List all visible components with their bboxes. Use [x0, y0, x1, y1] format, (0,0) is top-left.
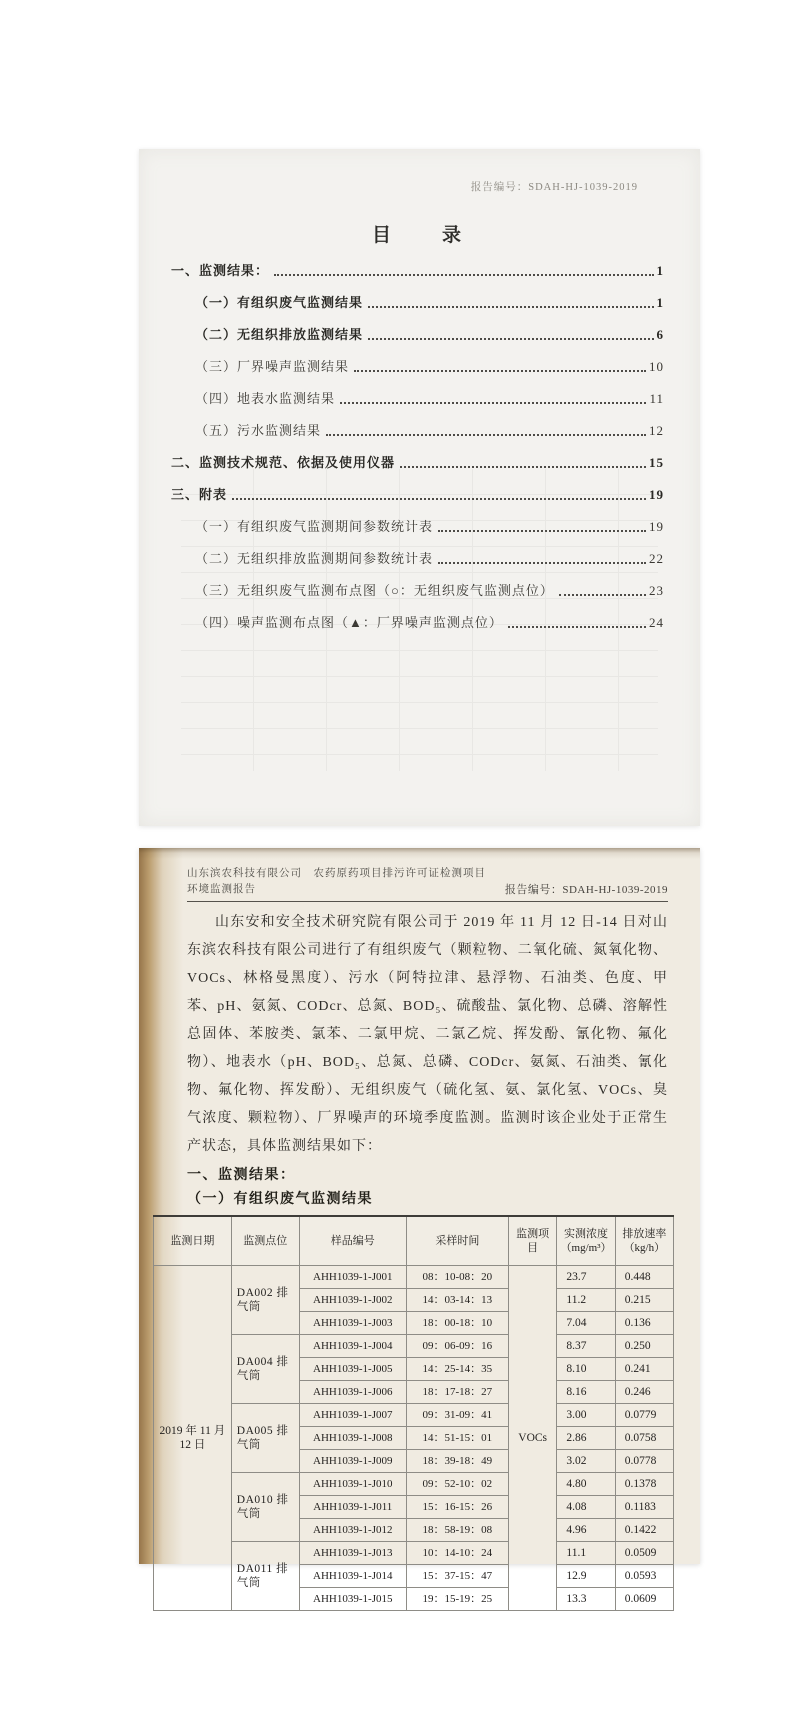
toc-item-label: （四）地表水监测结果	[195, 391, 336, 406]
toc-page-number: 1	[656, 263, 664, 278]
toc-dot-leader	[438, 562, 646, 564]
sample-id-cell: AHH1039-1-J004	[299, 1335, 406, 1358]
location-cell: DA002 排气筒	[231, 1266, 299, 1335]
toc-page-number: 11	[649, 391, 664, 406]
toc-page-number: 22	[649, 551, 664, 566]
toc-page-number: 6	[656, 327, 664, 342]
toc-page-number: 24	[649, 615, 664, 630]
concentration-cell: 8.10	[557, 1358, 615, 1381]
concentration-cell: 4.08	[557, 1496, 615, 1519]
rate-cell: 0.448	[615, 1266, 673, 1289]
concentration-cell: 2.86	[557, 1427, 615, 1450]
toc-item	[169, 388, 664, 407]
rate-cell: 0.250	[615, 1335, 673, 1358]
sample-id-cell: AHH1039-1-J011	[299, 1496, 406, 1519]
sampling-time-cell: 18：00-18：10	[406, 1312, 508, 1335]
report-number: 报告编号：SDAH-HJ-1039-2019	[470, 182, 638, 193]
toc-item	[169, 260, 664, 279]
column-header: 样品编号	[299, 1216, 406, 1266]
rate-cell: 0.1422	[615, 1519, 673, 1542]
sampling-time-cell: 18：39-18：49	[406, 1450, 508, 1473]
toc-item	[169, 324, 664, 343]
column-header: 监测项目	[508, 1216, 557, 1266]
sampling-time-cell: 14：03-14：13	[406, 1289, 508, 1312]
toc-page-number: 10	[649, 359, 664, 374]
toc-item-label: （五）污水监测结果	[195, 423, 322, 438]
monitoring-results-table	[153, 1215, 674, 1611]
project-cell: VOCs	[508, 1266, 557, 1611]
report-scan-page	[139, 848, 700, 1605]
toc-item-label: （一）有组织废气监测期间参数统计表	[195, 519, 434, 534]
rate-cell: 0.0758	[615, 1427, 673, 1450]
sample-id-cell: AHH1039-1-J002	[299, 1289, 406, 1312]
toc-dot-leader	[232, 498, 646, 500]
concentration-cell: 23.7	[557, 1266, 615, 1289]
concentration-cell: 4.80	[557, 1473, 615, 1496]
location-cell: DA011 排气筒	[231, 1542, 299, 1611]
sample-id-cell: AHH1039-1-J001	[299, 1266, 406, 1289]
rate-cell: 0.241	[615, 1358, 673, 1381]
report-number: 报告编号：SDAH-HJ-1039-2019	[504, 884, 668, 896]
toc-item	[169, 420, 664, 439]
toc-item-label: 二、监测技术规范、依据及使用仪器	[171, 455, 396, 470]
toc-list	[169, 260, 664, 631]
rate-cell: 0.0778	[615, 1450, 673, 1473]
toc-page-number: 12	[649, 423, 664, 438]
sampling-time-cell: 18：58-19：08	[406, 1519, 508, 1542]
sampling-time-cell: 09：52-10：02	[406, 1473, 508, 1496]
concentration-cell: 12.9	[557, 1565, 615, 1588]
toc-dot-leader	[326, 434, 646, 436]
location-cell: DA010 排气筒	[231, 1473, 299, 1542]
toc-item	[169, 484, 664, 503]
toc-page-number: 19	[649, 487, 664, 502]
table-row	[154, 1473, 674, 1496]
rate-cell: 0.0609	[615, 1588, 673, 1611]
column-header: 排放速率（kg/h）	[615, 1216, 673, 1266]
toc-item	[169, 292, 664, 311]
concentration-cell: 8.37	[557, 1335, 615, 1358]
toc-dot-leader	[368, 338, 653, 340]
sampling-time-cell: 09：31-09：41	[406, 1404, 508, 1427]
concentration-cell: 3.02	[557, 1450, 615, 1473]
column-header: 采样时间	[406, 1216, 508, 1266]
header-left-block	[187, 866, 486, 898]
sample-id-cell: AHH1039-1-J008	[299, 1427, 406, 1450]
toc-page-number: 15	[649, 455, 664, 470]
toc-page-number: 23	[649, 583, 664, 598]
sample-id-cell: AHH1039-1-J006	[299, 1381, 406, 1404]
sample-id-cell: AHH1039-1-J013	[299, 1542, 406, 1565]
column-header: 监测日期	[154, 1216, 232, 1266]
rate-cell: 0.0779	[615, 1404, 673, 1427]
toc-title: 目 录	[371, 225, 477, 246]
rate-cell: 0.215	[615, 1289, 673, 1312]
toc-item-label: （一）有组织废气监测结果	[195, 295, 364, 310]
concentration-cell: 4.96	[557, 1519, 615, 1542]
toc-dot-leader	[340, 402, 646, 404]
concentration-cell: 3.00	[557, 1404, 615, 1427]
toc-item	[169, 356, 664, 375]
toc-page-number: 19	[649, 519, 664, 534]
intro-paragraph: 山东安和安全技术研究院有限公司于 2019 年 11 月 12 日-14 日对山东滨农科技有限公司进行了有组织废气（颗粒物、二氧化硫、氮氧化物、VOCs、林格曼黑度）、污水（阿特拉津、悬浮物、石油类、色度、甲苯、pH、氨氮、CODcr、总氮、BOD₅、硫酸盐、氯化物、总磷、溶解性总固体、苯胺类、氯苯、二氯甲烷、二氯乙烷、挥发酚、氰化物、氟化物）、地表水（pH、BOD₅、总氮、总磷、CODcr、氨氮、石油类、氰化物、氟化物、挥发酚）、无组织废气（硫化氢、氨、氯化氢、VOCs、臭气浓度、颗粒物）、厂界噪声的环境季度监测。监测时该企业处于正常生产状态，具体监测结果如下：	[187, 915, 668, 1154]
toc-dot-leader	[274, 274, 653, 276]
toc-item-label: （二）无组织排放监测结果	[195, 327, 364, 342]
toc-dot-leader	[438, 530, 646, 532]
table-header-row	[154, 1216, 674, 1266]
page-header	[187, 866, 668, 902]
sampling-time-cell: 14：25-14：35	[406, 1358, 508, 1381]
toc-item	[169, 452, 664, 471]
table-head	[154, 1216, 674, 1266]
sample-id-cell: AHH1039-1-J005	[299, 1358, 406, 1381]
toc-item-label: （四）噪声监测布点图（▲：厂界噪声监测点位）	[195, 615, 503, 630]
sampling-time-cell: 15：37-15：47	[406, 1565, 508, 1588]
sample-id-cell: AHH1039-1-J012	[299, 1519, 406, 1542]
sampling-time-cell: 19：15-19：25	[406, 1588, 508, 1611]
toc-item	[169, 612, 664, 631]
sampling-time-cell: 09：06-09：16	[406, 1335, 508, 1358]
location-cell: DA005 排气筒	[231, 1404, 299, 1473]
sample-id-cell: AHH1039-1-J014	[299, 1565, 406, 1588]
toc-page-number: 1	[656, 295, 664, 310]
toc-item-label: （三）无组织废气监测布点图（○：无组织废气监测点位）	[195, 583, 554, 598]
sample-id-cell: AHH1039-1-J007	[299, 1404, 406, 1427]
toc-dot-leader	[368, 306, 653, 308]
sampling-time-cell: 10：14-10：24	[406, 1542, 508, 1565]
rate-cell: 0.1378	[615, 1473, 673, 1496]
table-row	[154, 1542, 674, 1565]
toc-item	[169, 516, 664, 535]
location-cell: DA004 排气筒	[231, 1335, 299, 1404]
table-row	[154, 1404, 674, 1427]
company-project-line: 山东滨农科技有限公司 农药原药项目排污许可证检测项目	[187, 868, 486, 879]
rate-cell: 0.0593	[615, 1565, 673, 1588]
column-header: 实测浓度（mg/m³）	[557, 1216, 615, 1266]
sample-id-cell: AHH1039-1-J010	[299, 1473, 406, 1496]
concentration-cell: 11.1	[557, 1542, 615, 1565]
toc-item-label: （三）厂界噪声监测结果	[195, 359, 350, 374]
concentration-cell: 8.16	[557, 1381, 615, 1404]
concentration-cell: 11.2	[557, 1289, 615, 1312]
toc-item	[169, 580, 664, 599]
sample-id-cell: AHH1039-1-J009	[299, 1450, 406, 1473]
toc-dot-leader	[354, 370, 646, 372]
table-row	[154, 1266, 674, 1289]
section-heading-organized-gas: （一）有组织废气监测结果	[187, 1192, 373, 1207]
toc-dot-leader	[508, 626, 646, 628]
toc-item-label: 三、附表	[171, 487, 228, 502]
column-header: 监测点位	[231, 1216, 299, 1266]
toc-item	[169, 548, 664, 567]
toc-item-label: （二）无组织排放监测期间参数统计表	[195, 551, 434, 566]
sample-id-cell: AHH1039-1-J003	[299, 1312, 406, 1335]
sampling-time-cell: 08：10-08：20	[406, 1266, 508, 1289]
date-cell: 2019 年 11 月 12 日	[154, 1266, 232, 1611]
table-body	[154, 1266, 674, 1611]
toc-scan-page	[139, 149, 700, 826]
sampling-time-cell: 14：51-15：01	[406, 1427, 508, 1450]
sampling-time-cell: 18：17-18：27	[406, 1381, 508, 1404]
sample-id-cell: AHH1039-1-J015	[299, 1588, 406, 1611]
concentration-cell: 7.04	[557, 1312, 615, 1335]
concentration-cell: 13.3	[557, 1588, 615, 1611]
table-row	[154, 1335, 674, 1358]
rate-cell: 0.0509	[615, 1542, 673, 1565]
rate-cell: 0.136	[615, 1312, 673, 1335]
toc-dot-leader	[559, 594, 646, 596]
section-heading-results: 一、监测结果：	[187, 1168, 296, 1183]
rate-cell: 0.1183	[615, 1496, 673, 1519]
report-type-line: 环境监测报告	[187, 884, 256, 895]
sampling-time-cell: 15：16-15：26	[406, 1496, 508, 1519]
toc-item-label: 一、监测结果：	[171, 263, 270, 278]
rate-cell: 0.246	[615, 1381, 673, 1404]
toc-dot-leader	[400, 466, 646, 468]
